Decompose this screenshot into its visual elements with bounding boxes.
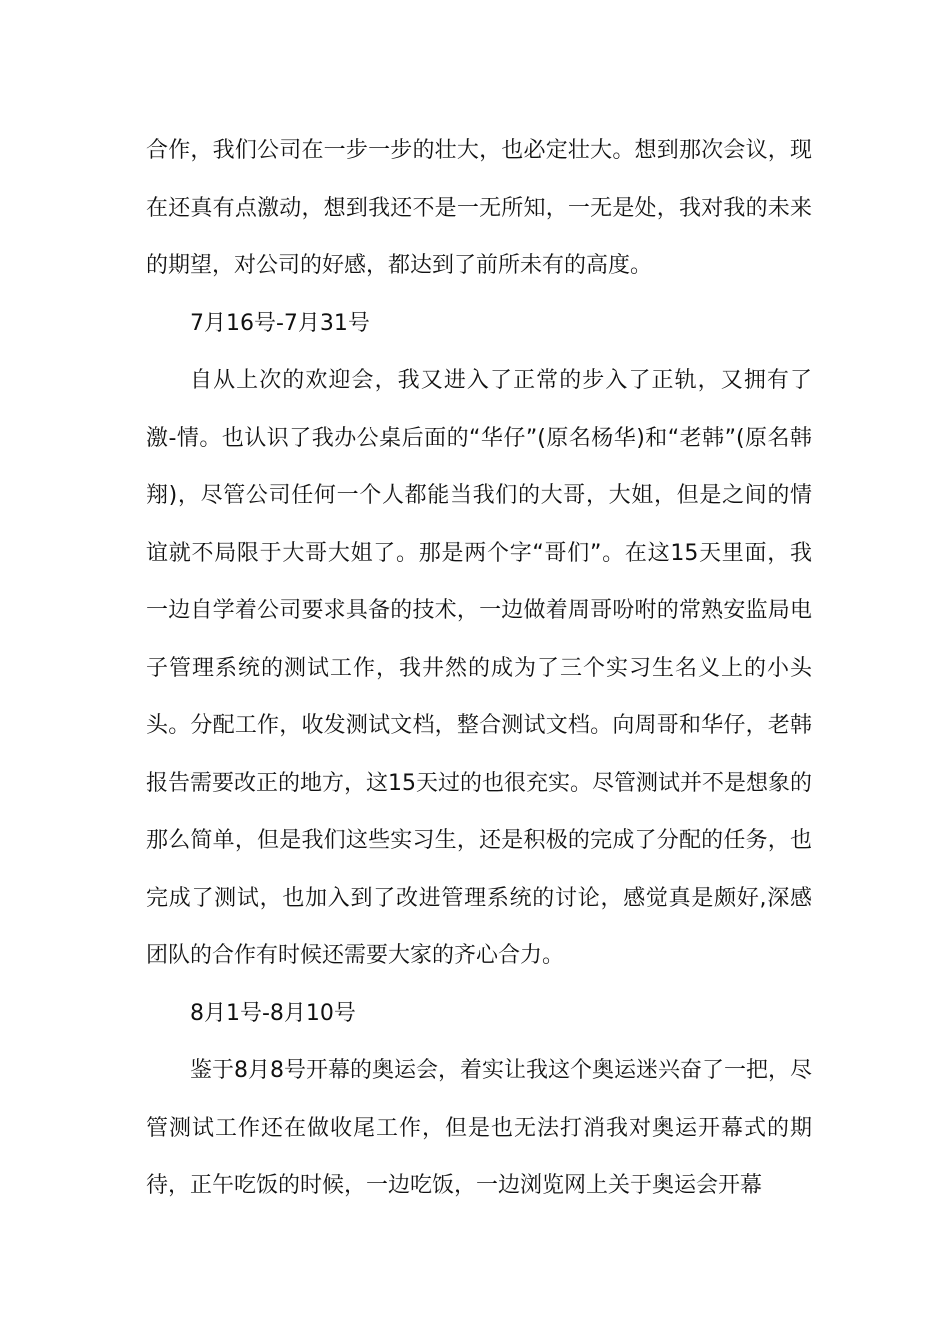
paragraph-august: 鉴于8月8号开幕的奥运会，着实让我这个奥运迷兴奋了一把，尽管测试工作还在做收尾工作，但是也无法打消我对奥运开幕式的期待，正午吃饭的时候，一边吃饭，一边浏览网上关于奥运会开幕 [146, 1058, 812, 1198]
paragraph-july: 自从上次的欢迎会，我又进入了正常的步入了正轨，又拥有了激-情。也认识了我办公桌后面的“华仔”(原名杨华)和“老韩”(原名韩翔)，尽管公司任何一个人都能当我们的大哥，大姐，但是之间的情谊就不局限于大哥大姐了。那是两个字“哥们”。在这15天里面，我一边自学着公司要求具备的技术，一边做着周哥吩咐的常熟安监局电子管理系统的测试工作，我井然的成为了三个实习生名义上的小头头。分配工作，收发测试文档，整合测试文档。向周哥和华仔，老韩报告需要改正的地方，这15天过的也很充实。尽管测试并不是想象的那么简单，但是我们这些实习生，还是积极的完成了分配的任务，也完成了测试，也加入到了改进管理系统的讨论，感觉真是颇好,深感团队的合作有时候还需要大家的齐心合力。 [146, 368, 812, 968]
section-heading-date-range-2: 8月1号-8月10号 [190, 1000, 356, 1026]
paragraph-continued: 合作，我们公司在一步一步的壮大，也必定壮大。想到那次会议，现在还真有点激动，想到我还不是一无所知，一无是处，我对我的未来的期望，对公司的好感，都达到了前所未有的高度。 [146, 138, 812, 278]
document-body [146, 122, 812, 1215]
section-heading-date-range-1: 7月16号-7月31号 [190, 310, 370, 336]
